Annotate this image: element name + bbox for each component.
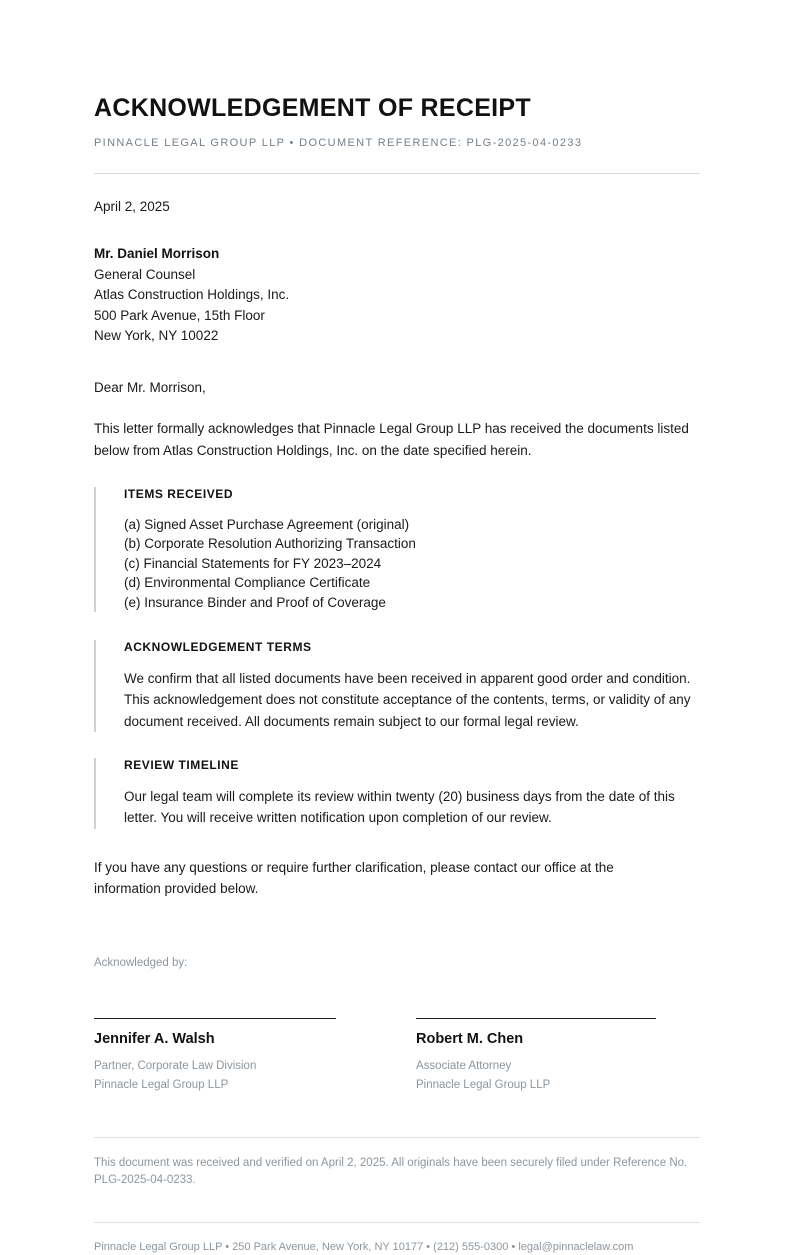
closing-paragraph: If you have any questions or require further clarification, please contact our office at the information provided below. — [94, 859, 614, 897]
list-item: (c) Financial Statements for FY 2023–2024 — [124, 555, 382, 571]
acknowledged-by-label: Acknowledged by: — [94, 956, 188, 969]
acknowledgement-terms-body: We confirm that all listed documents have been received in apparent good order and condition. This acknowledgement does not constitute acceptance of the contents, terms, or validity of any document received. All documents remain subject to our formal legal review. — [124, 670, 691, 729]
signature-block-primary — [94, 1018, 336, 1095]
signatory-name: Jennifer A. Walsh — [94, 1031, 215, 1048]
list-item: (e) Insurance Binder and Proof of Coverage — [124, 594, 386, 610]
signatory-firm: Pinnacle Legal Group LLP — [416, 1078, 551, 1091]
acknowledgement-terms-section — [94, 640, 700, 732]
signature-line[interactable] — [416, 1018, 656, 1019]
salutation: Dear Mr. Morrison, — [94, 379, 206, 395]
list-item: (d) Environmental Compliance Certificate — [124, 575, 371, 591]
signatory-role: Associate Attorney — [416, 1059, 512, 1072]
document-reference-subtitle: PINNACLE LEGAL GROUP LLP • DOCUMENT REFERENCE: PLG-2025-04-0233 — [94, 136, 583, 149]
items-received-section — [94, 487, 700, 612]
signature-row — [94, 1018, 700, 1095]
document-header — [94, 94, 700, 174]
letter-date: April 2, 2025 — [94, 199, 170, 215]
signatory-name: Robert M. Chen — [416, 1031, 524, 1048]
footer-contact-line: Pinnacle Legal Group LLP • 250 Park Avenue, New York, NY 10177 • (212) 555-0300 • legal@pinnaclelaw.com — [94, 1240, 634, 1253]
list-item: (a) Signed Asset Purchase Agreement (original) — [124, 516, 410, 532]
signatory-firm: Pinnacle Legal Group LLP — [94, 1078, 229, 1091]
acknowledgement-terms-heading: ACKNOWLEDGEMENT TERMS — [124, 640, 312, 655]
header-divider — [94, 173, 700, 174]
footer-divider-bottom — [94, 1222, 700, 1223]
addressee-title: General Counsel — [94, 266, 196, 282]
addressee-company: Atlas Construction Holdings, Inc. — [94, 287, 290, 303]
review-timeline-body: Our legal team will complete its review within twenty (20) business days from the date of this letter. You will receive written notification upon completion of our review. — [124, 788, 675, 826]
list-item: (b) Corporate Resolution Authorizing Transaction — [124, 536, 416, 552]
verification-note: This document was received and verified on April 2, 2025. All originals have been securely filed under Reference No. PLG-2025-04-0233. — [94, 1156, 688, 1186]
addressee-street: 500 Park Avenue, 15th Floor — [94, 307, 265, 323]
addressee-name: Mr. Daniel Morrison — [94, 246, 220, 262]
review-timeline-section — [94, 758, 700, 829]
page-title: ACKNOWLEDGEMENT OF RECEIPT — [94, 94, 531, 122]
items-received-list — [124, 515, 700, 613]
signature-line[interactable] — [94, 1018, 336, 1019]
signature-block-secondary — [416, 1018, 656, 1095]
footer-divider-top — [94, 1137, 700, 1138]
review-timeline-heading: REVIEW TIMELINE — [124, 758, 239, 773]
addressee-city-state-zip: New York, NY 10022 — [94, 328, 219, 344]
signatory-role: Partner, Corporate Law Division — [94, 1059, 257, 1072]
addressee-block — [94, 244, 700, 347]
intro-paragraph: This letter formally acknowledges that Pinnacle Legal Group LLP has received the documents listed below from Atlas Construction Holdings, Inc. on the date specified herein. — [94, 421, 689, 458]
items-received-heading: ITEMS RECEIVED — [124, 487, 234, 502]
